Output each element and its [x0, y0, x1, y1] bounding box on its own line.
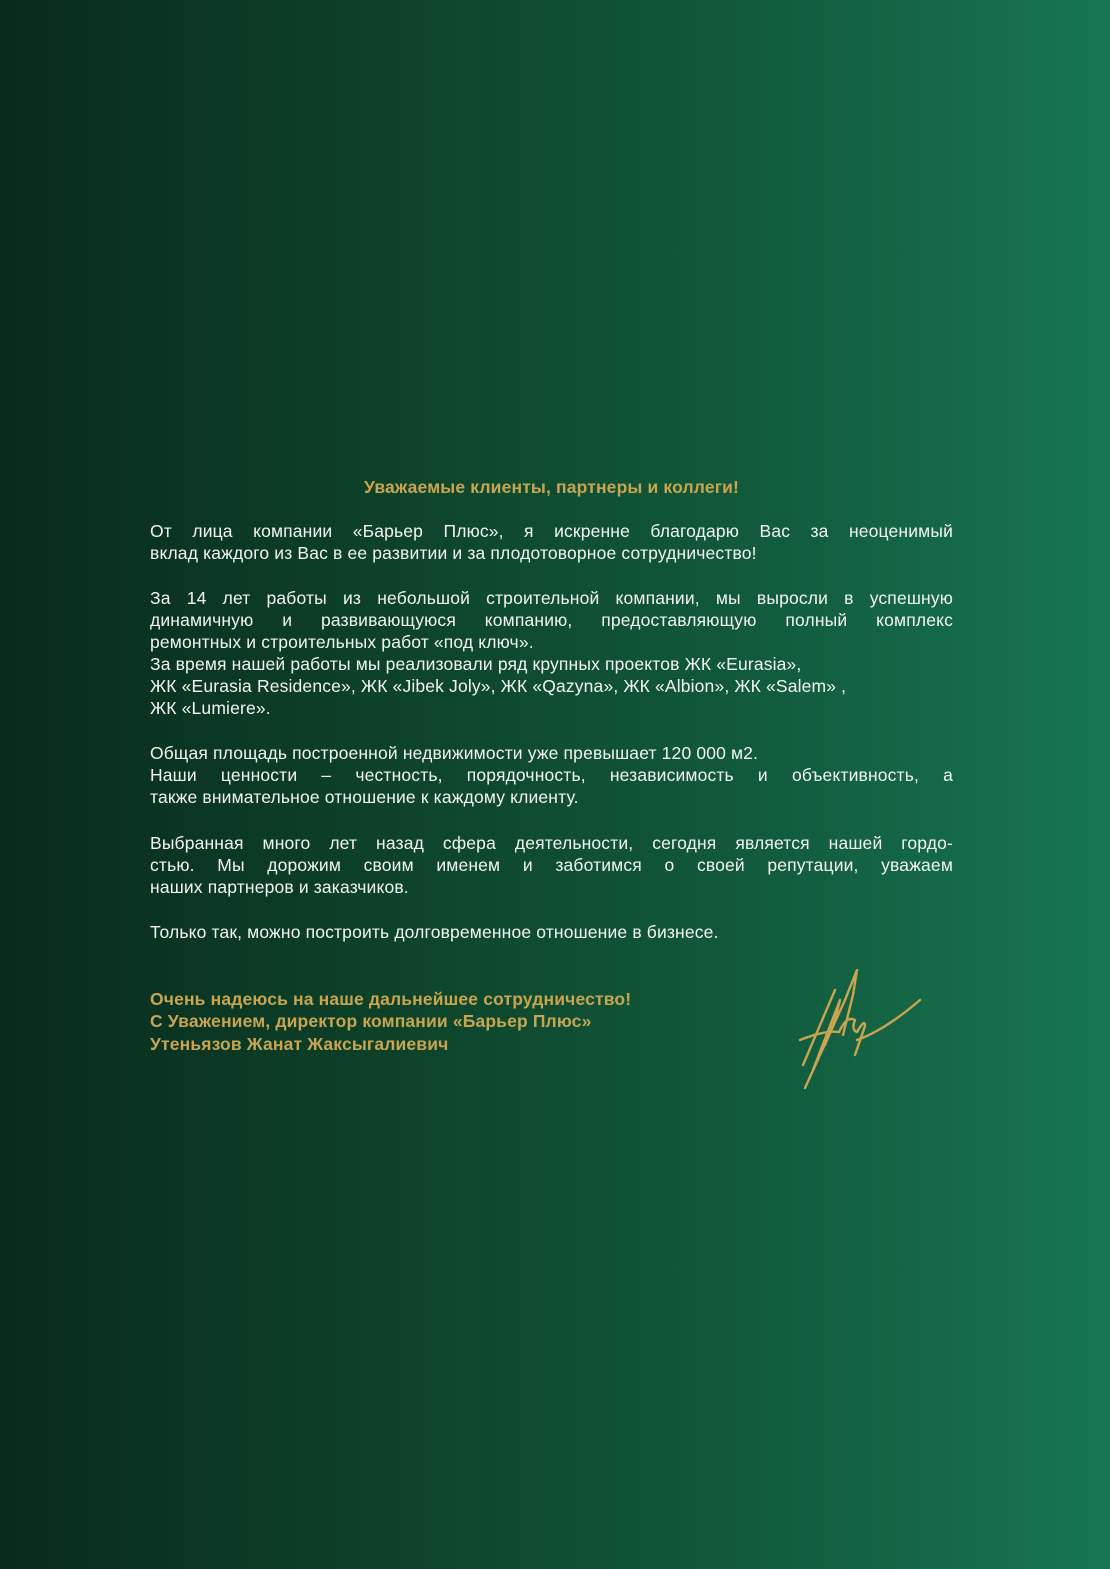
paragraph-line: Выбранная много лет назад сфера деятельности, сегодня является нашей гордо-: [150, 833, 953, 853]
paragraph-line: За время нашей работы мы реализовали ряд крупных проектов ЖК «Eurasia»,: [150, 654, 802, 674]
paragraph-line: Общая площадь построенной недвижимости уже превышает 120 000 м2.: [150, 743, 759, 763]
paragraph-line: ремонтных и строительных работ «под ключ».: [150, 632, 534, 652]
paragraph-line: Наши ценности – честность, порядочность, независимость и объективность, а: [150, 765, 953, 785]
signer-name: Утеньязов Жанат Жаксыгалиевич: [150, 1034, 449, 1054]
paragraph-line: ЖК «Lumiere».: [150, 698, 271, 718]
paragraph-line: Только так, можно построить долговременное отношение в бизнесе.: [150, 922, 719, 942]
letter-greeting: Уважаемые клиенты, партнеры и коллеги!: [363, 477, 740, 497]
paragraph-line: динамичную и развивающуюся компанию, предоставляющую полный комплекс: [150, 610, 953, 630]
closing-line: С Уважением, директор компании «Барьер Плюс»: [150, 1011, 592, 1031]
paragraph-line: За 14 лет работы из небольшой строительной компании, мы выросли в успешную: [150, 588, 953, 608]
paragraph-line: стью. Мы дорожим своим именем и заботимся о своей репутации, уважаем: [150, 855, 953, 875]
paragraph-line: вклад каждого из Вас в ее развитии и за плодотоворное сотрудничество!: [150, 543, 757, 563]
paragraph-line: От лица компании «Барьер Плюс», я искренне благодарю Вас за неоценимый: [150, 521, 953, 541]
paragraph-line: наших партнеров и заказчиков.: [150, 877, 409, 897]
paragraph-line: также внимательное отношение к каждому клиенту.: [150, 787, 579, 807]
paragraph-line: ЖК «Eurasia Residence», ЖК «Jibek Joly», ЖК «Qazyna», ЖК «Albion», ЖК «Salem» ,: [150, 676, 847, 696]
closing-line: Очень надеюсь на наше дальнейшее сотрудничество!: [150, 989, 632, 1009]
signature-image: [795, 960, 925, 1095]
